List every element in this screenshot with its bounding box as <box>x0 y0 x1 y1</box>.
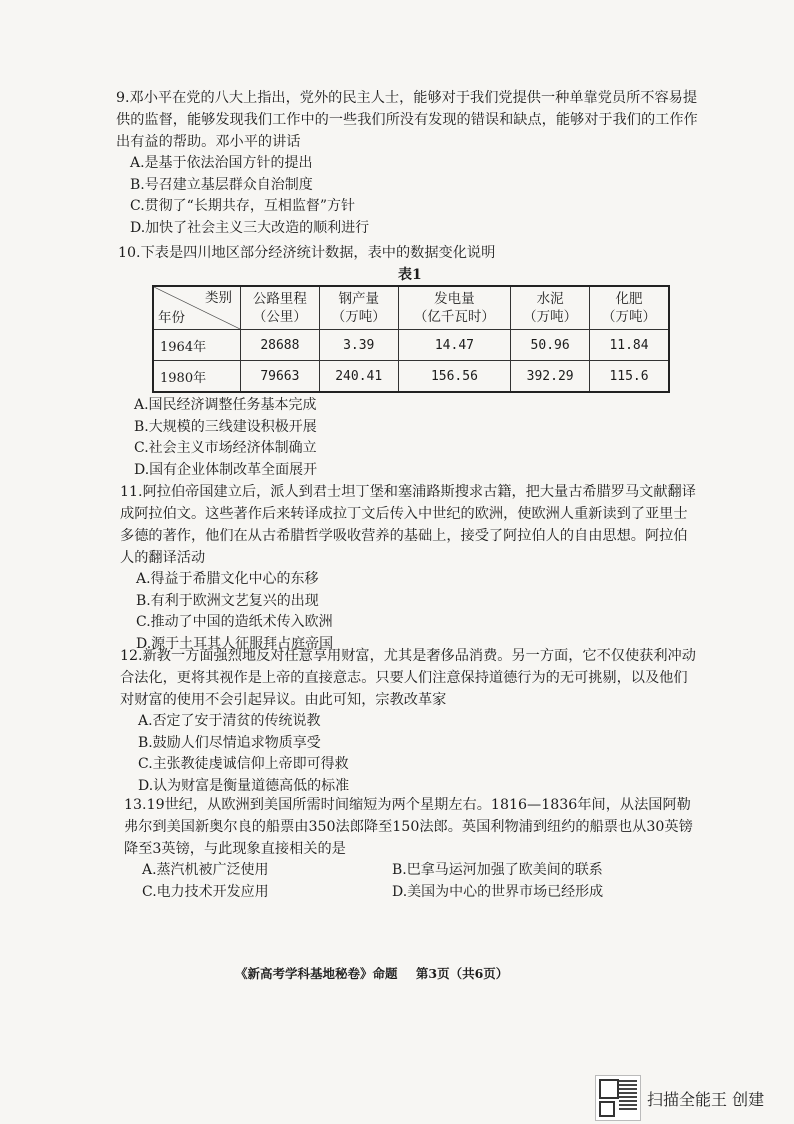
question-9-option-b: B.号召建立基层群众自治制度 <box>130 176 313 193</box>
column-header: 水泥 （万吨） <box>511 286 590 330</box>
corner-label-category: 类别 <box>205 290 232 306</box>
table-corner-cell <box>153 286 241 330</box>
question-13 <box>124 794 704 903</box>
column-header: 公路里程 （公里） <box>241 286 320 330</box>
watermark-text: 扫描全能王 创建 <box>647 1089 765 1109</box>
question-11-option-b: B.有利于欧洲文艺复兴的出现 <box>136 592 319 609</box>
question-11-option-c: C.推动了中国的造纸术传入欧洲 <box>136 614 333 630</box>
table-cell: 14.47 <box>398 330 511 361</box>
table-cell: 79663 <box>241 361 320 393</box>
question-10-option-d: D.国有企业体制改革全面展开 <box>134 461 318 478</box>
table-cell: 11.84 <box>590 330 669 361</box>
table-caption: 表1 <box>398 267 422 283</box>
table-row <box>153 361 669 393</box>
table-row <box>153 330 669 361</box>
table-cell: 392.29 <box>511 361 590 393</box>
question-13-option-c: C.电力技术开发应用 <box>142 883 269 900</box>
question-13-option-a: A.蒸汽机被广泛使用 <box>142 862 269 878</box>
table-cell-year: 1964年 <box>153 330 241 361</box>
question-10-option-a: A.国民经济调整任务基本完成 <box>134 397 317 413</box>
question-10-option-b: B.大规模的三线建设积极开展 <box>134 418 317 435</box>
question-9 <box>116 87 706 239</box>
table-cell-year: 1980年 <box>153 361 241 393</box>
question-11-option-a: A.得益于希腊文化中心的东移 <box>136 571 319 587</box>
question-12-option-c: C.主张教徒虔诚信仰上帝即可得救 <box>138 756 349 772</box>
table-cell: 3.39 <box>319 330 398 361</box>
table-cell: 50.96 <box>511 330 590 361</box>
question-9-option-a: A.是基于依法治国方针的提出 <box>130 155 313 171</box>
question-13-option-b: B.巴拿马运河加强了欧美间的联系 <box>392 862 603 878</box>
question-9-stem: 9.邓小平在党的八大上指出，党外的民主人士，能够对于我们党提供一种单靠党员所不容易提供的监督，能够发现我们工作中的一些我们所没有发现的错误和缺点，能够对于我们的工作作出有益的帮助。邓小平的讲话 <box>116 90 698 150</box>
question-13-stem: 13.19世纪，从欧洲到美国所需时间缩短为两个星期左右。1816—1836年间，从法国阿勒弗尔到美国新奥尔良的船票由350法郎降至150法郎。英国利物浦到纽约的船票也从30英镑降至3英镑，与此现象直接相关的是 <box>124 797 693 857</box>
table-cell: 240.41 <box>319 361 398 393</box>
question-12-stem: 12.新教一方面强烈地反对任意享用财富，尤其是奢侈品消费。另一方面，它不仅使获利冲动合法化，更将其视作是上帝的直接意志。只要人们注意保持道德行为的无可挑剔，以及他们对财富的使用不会引起异议。由此可知，宗教改革家 <box>120 648 696 708</box>
footer-source: 《新高考学科基地秘卷》命题 <box>235 966 398 981</box>
question-13-options-row-2 <box>124 882 704 904</box>
question-11-option-d: D.源于土耳其人征服拜占庭帝国 <box>136 635 334 652</box>
question-11 <box>120 481 700 655</box>
question-12-option-a: A.否定了安于清贫的传统说教 <box>138 713 321 729</box>
column-header: 钢产量 （万吨） <box>319 286 398 330</box>
economic-stats-table <box>152 285 670 393</box>
question-10 <box>118 242 708 264</box>
question-13-option-d: D.美国为中心的世界市场已经形成 <box>392 883 604 900</box>
column-header: 发电量 （亿千瓦时） <box>398 286 511 330</box>
question-9-option-d: D.加快了社会主义三大改造的顺利进行 <box>130 219 370 236</box>
question-12-option-d: D.认为财富是衡量道德高低的标准 <box>138 777 350 794</box>
column-header: 化肥 （万吨） <box>590 286 669 330</box>
question-11-stem: 11.阿拉伯帝国建立后，派人到君士坦丁堡和塞浦路斯搜求古籍，把大量古希腊罗马文献翻译成阿拉伯文。这些著作后来转译成拉丁文后传入中世纪的欧洲，使欧洲人重新读到了亚里士多德的著作，他们在从古希腊哲学吸收营养的基础上，接受了阿拉伯人的自由思想。阿拉伯人的翻译活动 <box>120 484 696 566</box>
table-cell: 156.56 <box>398 361 511 393</box>
question-12-option-b: B.鼓励人们尽情追求物质享受 <box>138 734 321 751</box>
question-10-stem: 10.下表是四川地区部分经济统计数据，表中的数据变化说明 <box>118 245 496 261</box>
question-12 <box>120 645 700 797</box>
table-cell: 115.6 <box>590 361 669 393</box>
corner-label-year: 年份 <box>158 310 185 326</box>
table-header-row <box>153 286 669 330</box>
question-13-options-row-1 <box>124 860 704 882</box>
page-footer <box>235 964 522 982</box>
question-9-option-c: C.贯彻了“长期共存，互相监督”方针 <box>130 198 355 214</box>
question-10-options <box>134 395 694 481</box>
scanner-watermark <box>595 1075 764 1121</box>
camscanner-logo-icon <box>595 1075 641 1121</box>
question-10-option-c: C.社会主义市场经济体制确立 <box>134 440 317 456</box>
table-cell: 28688 <box>241 330 320 361</box>
footer-page-number: 第3页（共6页） <box>415 966 509 981</box>
